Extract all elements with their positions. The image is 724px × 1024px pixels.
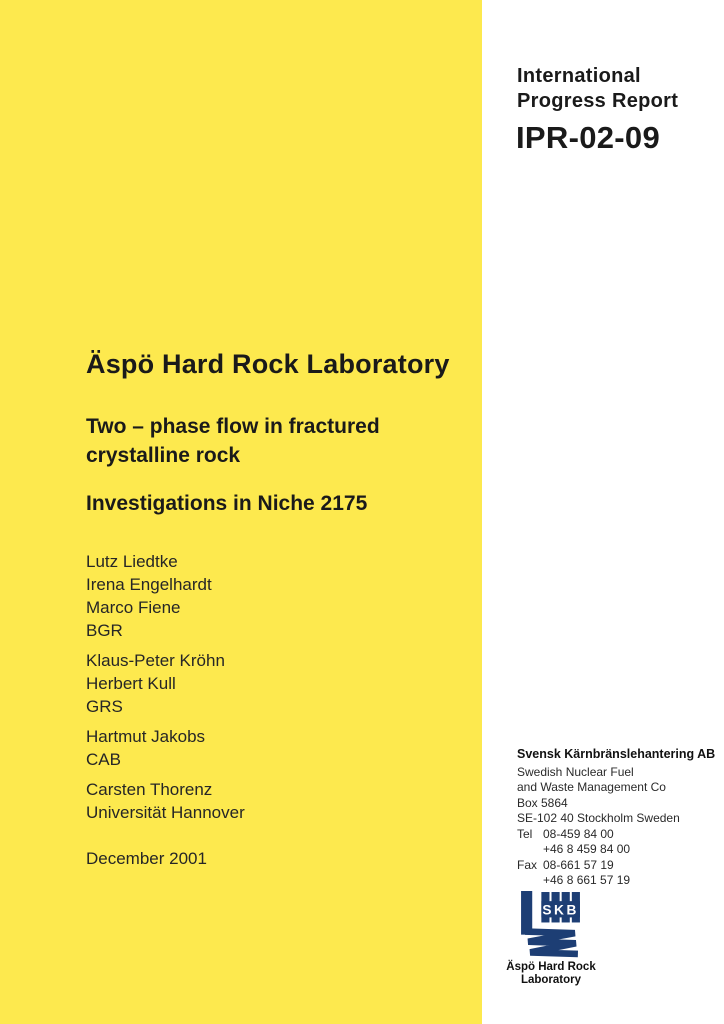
publication-date: December 2001 [86, 849, 207, 868]
author-group-hannover [86, 778, 245, 824]
fax-number-intl: +46 8 661 57 19 [543, 873, 631, 887]
report-type-line2: Progress Report [517, 90, 679, 112]
author-group-bgr [86, 550, 245, 642]
phone-row [517, 827, 717, 843]
author-affiliation: CAB [86, 750, 121, 769]
author-name: Lutz Liedtke [86, 552, 178, 571]
address-line: Box 5864 [517, 795, 568, 810]
publisher-address-block [517, 747, 717, 889]
address-line: and Waste Management Co [517, 780, 666, 794]
report-type-line1: International [517, 65, 641, 87]
author-affiliation: GRS [86, 697, 123, 716]
address-line: Swedish Nuclear Fuel [517, 764, 634, 779]
author-name: Herbert Kull [86, 674, 176, 693]
phone-row-intl [517, 842, 717, 858]
author-group-cab [86, 725, 245, 771]
report-type-label [517, 64, 678, 114]
authors-list [86, 550, 245, 831]
address-line: SE-102 40 Stockholm Sweden [517, 811, 680, 825]
phone-label: Tel [517, 826, 533, 841]
fax-label: Fax [517, 857, 538, 872]
report-subtitle: Investigations in Niche 2175 [86, 492, 368, 515]
author-name: Carsten Thorenz [86, 780, 213, 799]
author-name: Irena Engelhardt [86, 575, 212, 594]
author-name: Marco Fiene [86, 598, 181, 617]
fax-number: 08-661 57 19 [543, 857, 614, 872]
skb-logo-text: SKB [542, 902, 579, 918]
phone-number: 08-459 84 00 [543, 826, 614, 841]
logo-caption-line2: Laboratory [520, 974, 582, 986]
fax-row-intl [517, 873, 717, 889]
author-name: Klaus-Peter Kröhn [86, 651, 225, 670]
skb-logo-icon [517, 891, 584, 958]
phone-number-intl: +46 8 459 84 00 [543, 842, 631, 856]
author-name: Hartmut Jakobs [86, 727, 206, 746]
lab-title: Äspö Hard Rock Laboratory [86, 349, 450, 379]
author-group-grs [86, 649, 245, 718]
report-title: Two – phase flow in fractured crystalline rock [86, 415, 380, 467]
logo-caption-line1: Äspö Hard Rock [506, 961, 596, 973]
fax-row [517, 858, 717, 874]
author-affiliation: BGR [86, 621, 123, 640]
report-number: IPR-02-09 [516, 120, 660, 155]
logo-caption [504, 961, 598, 987]
publisher-name: Svensk Kärnbränslehantering AB [517, 747, 716, 761]
author-affiliation: Universität Hannover [86, 803, 245, 822]
